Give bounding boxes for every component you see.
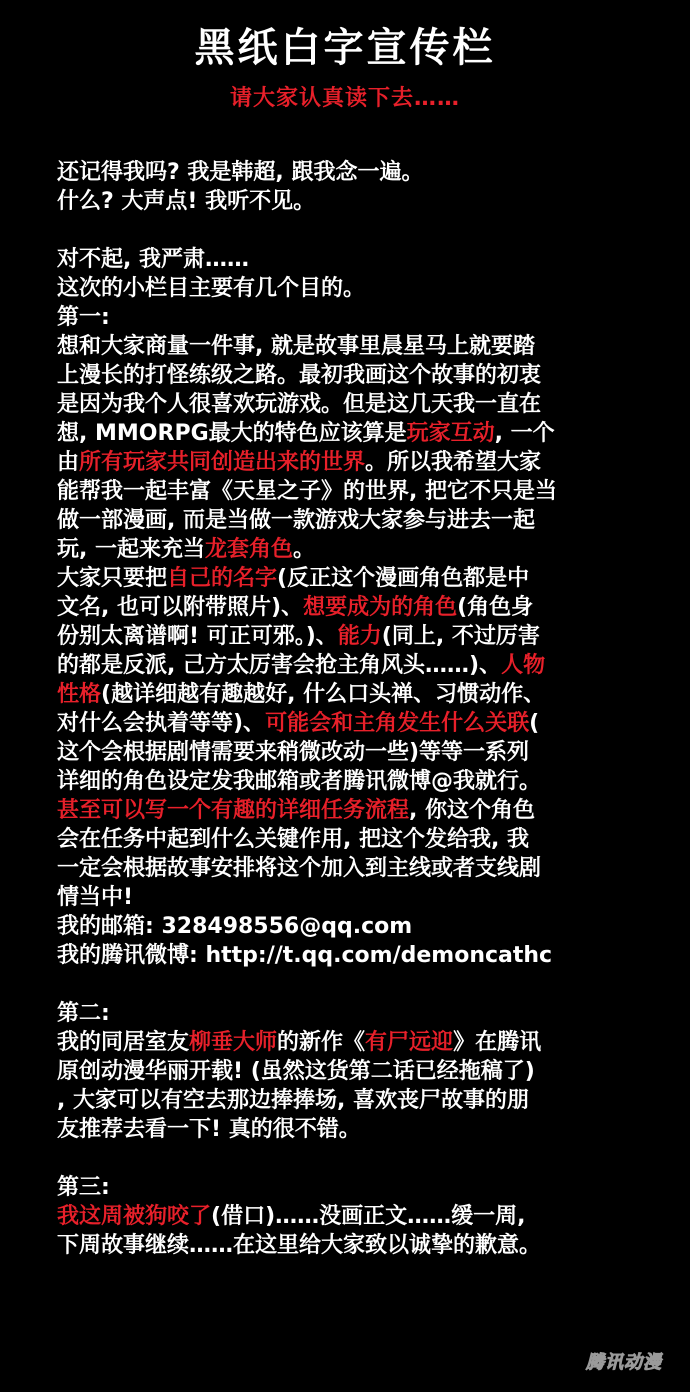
body-text: 文名, 也可以附带照片)、 — [57, 595, 304, 620]
text-line — [57, 419, 657, 448]
body-text: 这次的小栏目主要有几个目的。 — [57, 276, 366, 301]
text-line — [57, 1231, 657, 1260]
body-text: 份别太离谱啊! 可正可邪。)、 — [57, 624, 338, 649]
body-text: (反正这个漫画角色都是中 — [277, 566, 530, 591]
body-text: 第三: — [57, 1175, 110, 1200]
highlight-text: 性格 — [57, 682, 102, 707]
body-text: 详细的角色设定发我邮箱或者腾讯微博@我就行。 — [57, 769, 542, 794]
body-text: 情当中! — [57, 885, 134, 910]
body-text: , 大家可以有空去那边捧捧场, 喜欢丧尸故事的朋 — [57, 1088, 530, 1113]
body-text: 我的邮箱: 328498556@qq.com — [57, 914, 413, 939]
body-text: 还记得我吗? 我是韩超, 跟我念一遍。 — [57, 160, 424, 185]
text-line — [57, 332, 657, 361]
body-text: 一定会根据故事安排将这个加入到主线或者支线剧 — [57, 856, 542, 881]
watermark-logo: 腾讯动漫 — [586, 1352, 662, 1373]
highlight-text: 柳垂大师 — [189, 1030, 278, 1055]
body-text: 我的腾讯微博: http://t.qq.com/demoncathc — [57, 943, 553, 968]
body-text: 》在腾讯 — [453, 1030, 542, 1055]
page-subtitle: 请大家认真读下去…… — [229, 86, 460, 111]
body-text: 的都是反派, 己方太厉害会抢主角风头……)、 — [57, 653, 502, 678]
text-line — [57, 1086, 657, 1115]
body-text: 对什么会执着等等)、 — [57, 711, 266, 736]
text-line — [57, 274, 657, 303]
body-text: 第二: — [57, 1001, 110, 1026]
text-line — [57, 941, 657, 970]
highlight-text: 能力 — [337, 624, 382, 649]
body-text: , 你这个角色 — [409, 798, 536, 823]
highlight-text: 自己的名字 — [167, 566, 278, 591]
text-line — [57, 187, 657, 216]
body-text: 的新作《 — [277, 1030, 366, 1055]
text-line — [57, 1173, 657, 1202]
text-line — [57, 158, 657, 187]
body-text: 对不起, 我严肃…… — [57, 247, 250, 272]
text-line — [57, 854, 657, 883]
text-line — [57, 303, 657, 332]
text-line — [57, 999, 657, 1028]
body-text: 我的同居室友 — [57, 1030, 190, 1055]
text-line — [57, 912, 657, 941]
body-text: 想, MMORPG最大的特色应该算是 — [57, 421, 407, 446]
text-line — [57, 390, 657, 419]
text-line — [57, 1202, 657, 1231]
text-line — [57, 448, 657, 477]
body-text: , 一个 — [494, 421, 555, 446]
body-text: (借口)……没画正文……缓一周, — [211, 1204, 526, 1229]
text-line — [57, 535, 657, 564]
highlight-text: 所有玩家共同创造出来的世界 — [79, 450, 366, 475]
body-text: (同上, 不过厉害 — [381, 624, 540, 649]
body-text: 什么? 大声点! 我听不见。 — [57, 189, 316, 214]
body-text: 。所以我希望大家 — [365, 450, 542, 475]
text-line — [57, 796, 657, 825]
body-text: 第一: — [57, 305, 110, 330]
text-line — [57, 506, 657, 535]
text-line — [57, 477, 657, 506]
highlight-text: 人物 — [501, 653, 546, 678]
text-line — [57, 680, 657, 709]
highlight-text: 想要成为的角色 — [303, 595, 458, 620]
body-text: (角色身 — [457, 595, 534, 620]
text-line — [57, 564, 657, 593]
paragraph-gap — [57, 970, 657, 999]
text-line — [57, 709, 657, 738]
text-line — [57, 1028, 657, 1057]
text-line — [57, 593, 657, 622]
text-line — [57, 1115, 657, 1144]
page-title: 黑纸白字宣传栏 — [194, 25, 496, 71]
body-text: 大家只要把 — [57, 566, 168, 591]
body-text: 能帮我一起丰富《天星之子》的世界, 把它不只是当 — [57, 479, 558, 504]
highlight-text: 龙套角色 — [205, 537, 294, 562]
highlight-text: 玩家互动 — [406, 421, 495, 446]
article-body — [57, 158, 657, 1260]
text-line — [57, 738, 657, 767]
highlight-text: 甚至可以写一个有趣的详细任务流程 — [57, 798, 410, 823]
body-text: 玩, 一起来充当 — [57, 537, 206, 562]
body-text: 下周故事继续……在这里给大家致以诚挚的歉意。 — [57, 1233, 542, 1258]
text-line — [57, 361, 657, 390]
text-line — [57, 1057, 657, 1086]
text-line — [57, 767, 657, 796]
text-line — [57, 622, 657, 651]
body-text: 。 — [293, 537, 316, 562]
body-text: 上漫长的打怪练级之路。最初我画这个故事的初衷 — [57, 363, 542, 388]
body-text: 想和大家商量一件事, 就是故事里晨星马上就要踏 — [57, 334, 536, 359]
body-text: 由 — [57, 450, 80, 475]
paragraph-gap — [57, 1144, 657, 1173]
body-text: 是因为我个人很喜欢玩游戏。但是这几天我一直在 — [57, 392, 542, 417]
body-text: 友推荐去看一下! 真的很不错。 — [57, 1117, 361, 1142]
text-line — [57, 651, 657, 680]
body-text: 原创动漫华丽开载! (虽然这货第二话已经拖稿了) — [57, 1059, 535, 1084]
highlight-text: 有尸远迎 — [365, 1030, 454, 1055]
body-text: 这个会根据剧情需要来稍微改动一些)等等一系列 — [57, 740, 530, 765]
paragraph-gap — [57, 216, 657, 245]
body-text: ( — [529, 711, 540, 736]
text-line — [57, 825, 657, 854]
text-line — [57, 245, 657, 274]
text-line — [57, 883, 657, 912]
body-text: 会在任务中起到什么关键作用, 把这个发给我, 我 — [57, 827, 530, 852]
highlight-text: 我这周被狗咬了 — [57, 1204, 212, 1229]
body-text: (越详细越有趣越好, 什么口头禅、习惯动作、 — [101, 682, 546, 707]
highlight-text: 可能会和主角发生什么关联 — [265, 711, 530, 736]
body-text: 做一部漫画, 而是当做一款游戏大家参与进去一起 — [57, 508, 536, 533]
